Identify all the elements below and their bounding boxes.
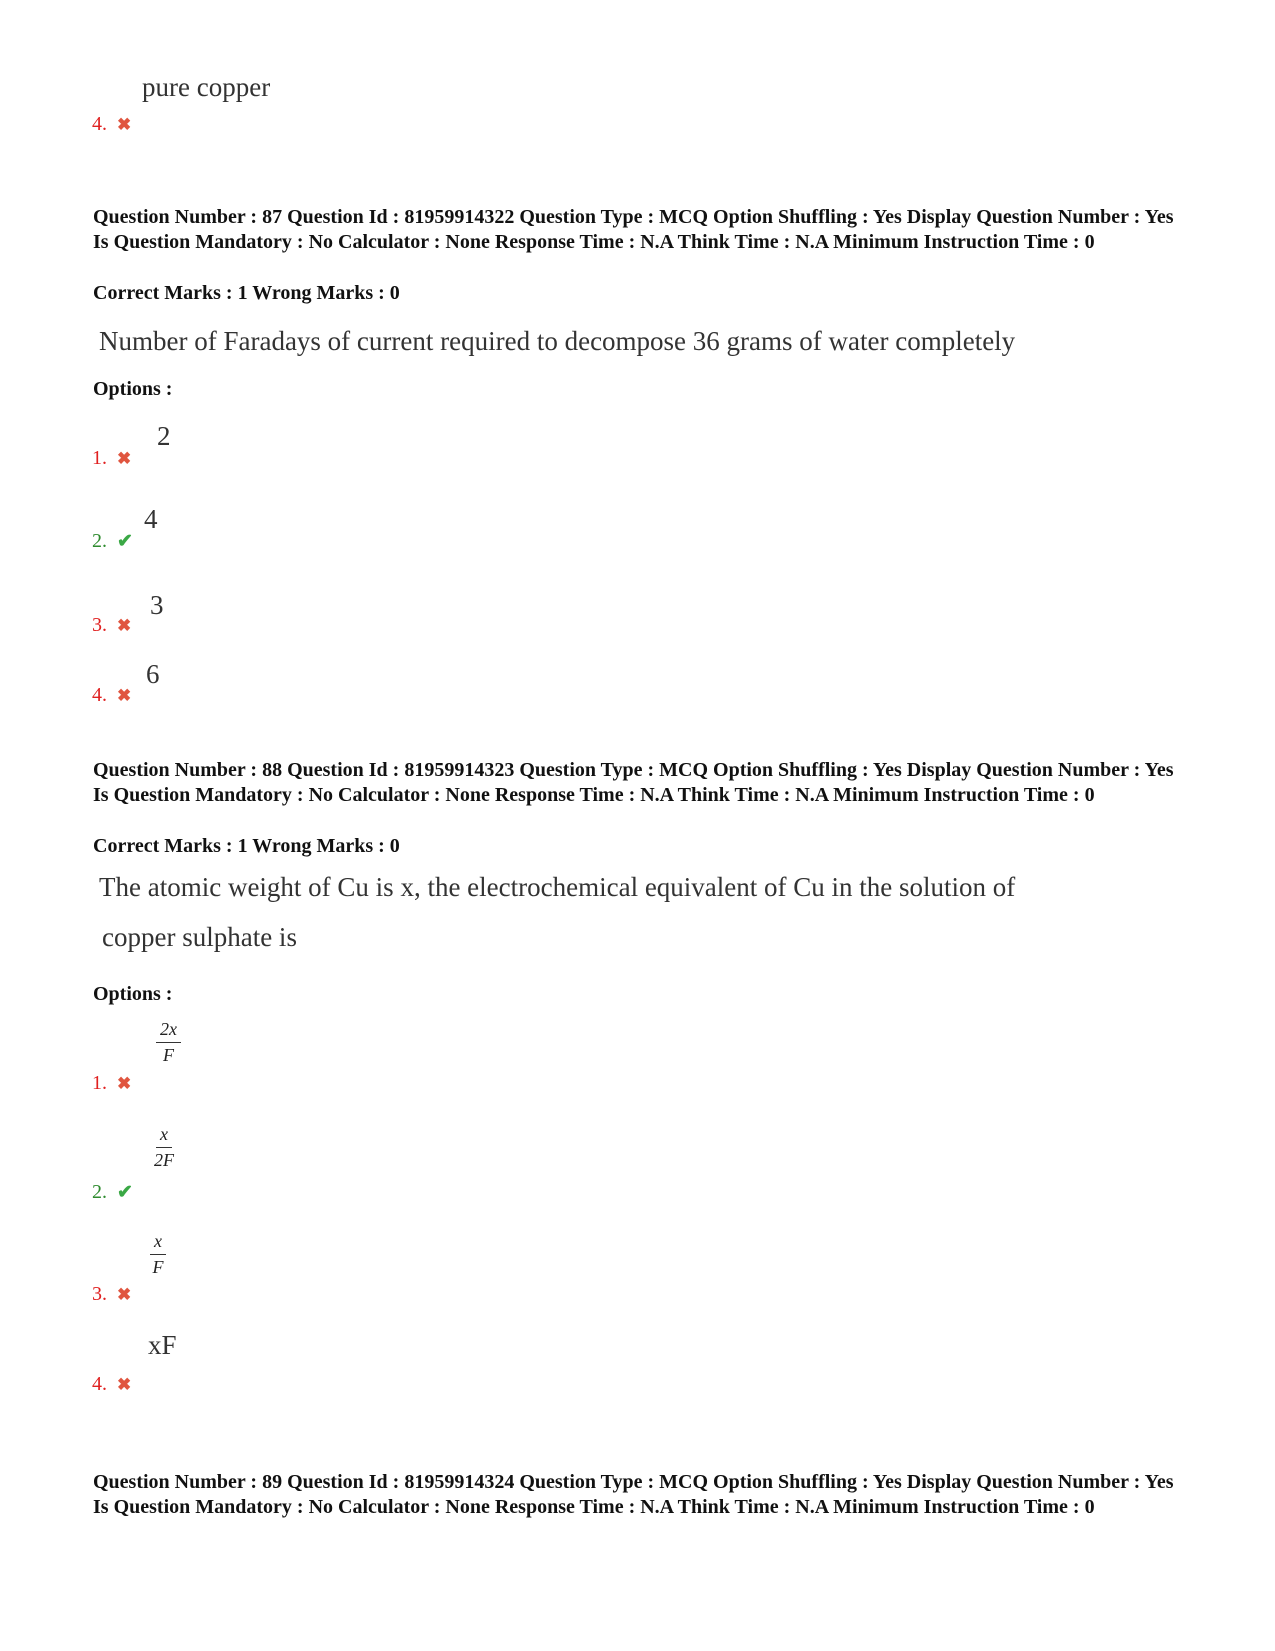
- q87-option-2: [92, 530, 133, 553]
- cross-icon: ✖: [117, 686, 132, 705]
- question-87-marks: Correct Marks : 1 Wrong Marks : 0: [93, 282, 400, 304]
- q87-option-4: [92, 684, 131, 707]
- question-88-text-line-2: copper sulphate is: [102, 922, 297, 952]
- question-89-meta: Question Number : 89 Question Id : 81959914324 Question Type : MCQ Option Shuffling : Yes Display Question Number : Yes Is Question Mandatory : No Calculator : None Response Time : N.A Think Time : N.A Minimum Instruction Time : 0: [93, 1471, 1174, 1518]
- option-number: 3.: [92, 1283, 107, 1305]
- numerator: x: [156, 1124, 172, 1148]
- q88-option-1-value: [156, 1019, 181, 1066]
- q88-option-3-value: [150, 1231, 166, 1278]
- question-88-marks: Correct Marks : 1 Wrong Marks : 0: [93, 835, 400, 857]
- fraction: [150, 1231, 166, 1278]
- q88-option-2: [92, 1181, 133, 1204]
- prev-option-4: [92, 113, 131, 136]
- question-87-meta: Question Number : 87 Question Id : 81959914322 Question Type : MCQ Option Shuffling : Yes Display Question Number : Yes Is Question Mandatory : No Calculator : None Response Time : N.A Think Time : N.A Minimum Instruction Time : 0: [93, 206, 1174, 253]
- cross-icon: ✖: [117, 1285, 132, 1304]
- question-88-options-label: Options :: [93, 983, 173, 1005]
- option-number: 4.: [92, 113, 107, 135]
- denominator: F: [163, 1045, 174, 1065]
- cross-icon: ✖: [117, 616, 132, 635]
- q87-option-1-value: 2: [157, 421, 171, 451]
- option-number: 2.: [92, 530, 107, 552]
- q88-option-3: [92, 1283, 131, 1306]
- option-number: 1.: [92, 1072, 107, 1094]
- q87-option-3: [92, 614, 131, 637]
- q88-option-4-value: xF: [148, 1330, 177, 1360]
- numerator: x: [150, 1231, 166, 1255]
- q88-option-4: [92, 1373, 131, 1396]
- option-number: 1.: [92, 447, 107, 469]
- option-number: 3.: [92, 614, 107, 636]
- q88-option-2-value: [154, 1124, 174, 1171]
- question-87-text: Number of Faradays of current required to decompose 36 grams of water completely: [99, 326, 1016, 356]
- fraction: [156, 1019, 181, 1066]
- cross-icon: ✖: [117, 449, 132, 468]
- option-number: 4.: [92, 1373, 107, 1395]
- question-88-meta: Question Number : 88 Question Id : 81959914323 Question Type : MCQ Option Shuffling : Yes Display Question Number : Yes Is Question Mandatory : No Calculator : None Response Time : N.A Think Time : N.A Minimum Instruction Time : 0: [93, 759, 1174, 806]
- numerator: 2x: [156, 1019, 181, 1043]
- check-icon: ✔: [117, 1182, 133, 1203]
- check-icon: ✔: [117, 531, 133, 552]
- q87-option-2-value: 4: [144, 504, 158, 534]
- fraction: [154, 1124, 174, 1171]
- q87-option-4-value: 6: [146, 659, 160, 689]
- denominator: F: [152, 1257, 164, 1277]
- q87-option-3-value: 3: [150, 590, 164, 620]
- cross-icon: ✖: [117, 1375, 132, 1394]
- cross-icon: ✖: [117, 1074, 132, 1093]
- question-88-text-line-1: The atomic weight of Cu is x, the electrochemical equivalent of Cu in the solution of: [99, 872, 1016, 902]
- q87-option-1: [92, 447, 131, 470]
- prev-option-4-value: pure copper: [142, 72, 271, 102]
- question-87-options-label: Options :: [93, 378, 173, 400]
- option-number: 2.: [92, 1181, 107, 1203]
- option-number: 4.: [92, 684, 107, 706]
- q88-option-1: [92, 1072, 131, 1095]
- denominator: 2F: [154, 1150, 174, 1170]
- cross-icon: ✖: [117, 115, 132, 134]
